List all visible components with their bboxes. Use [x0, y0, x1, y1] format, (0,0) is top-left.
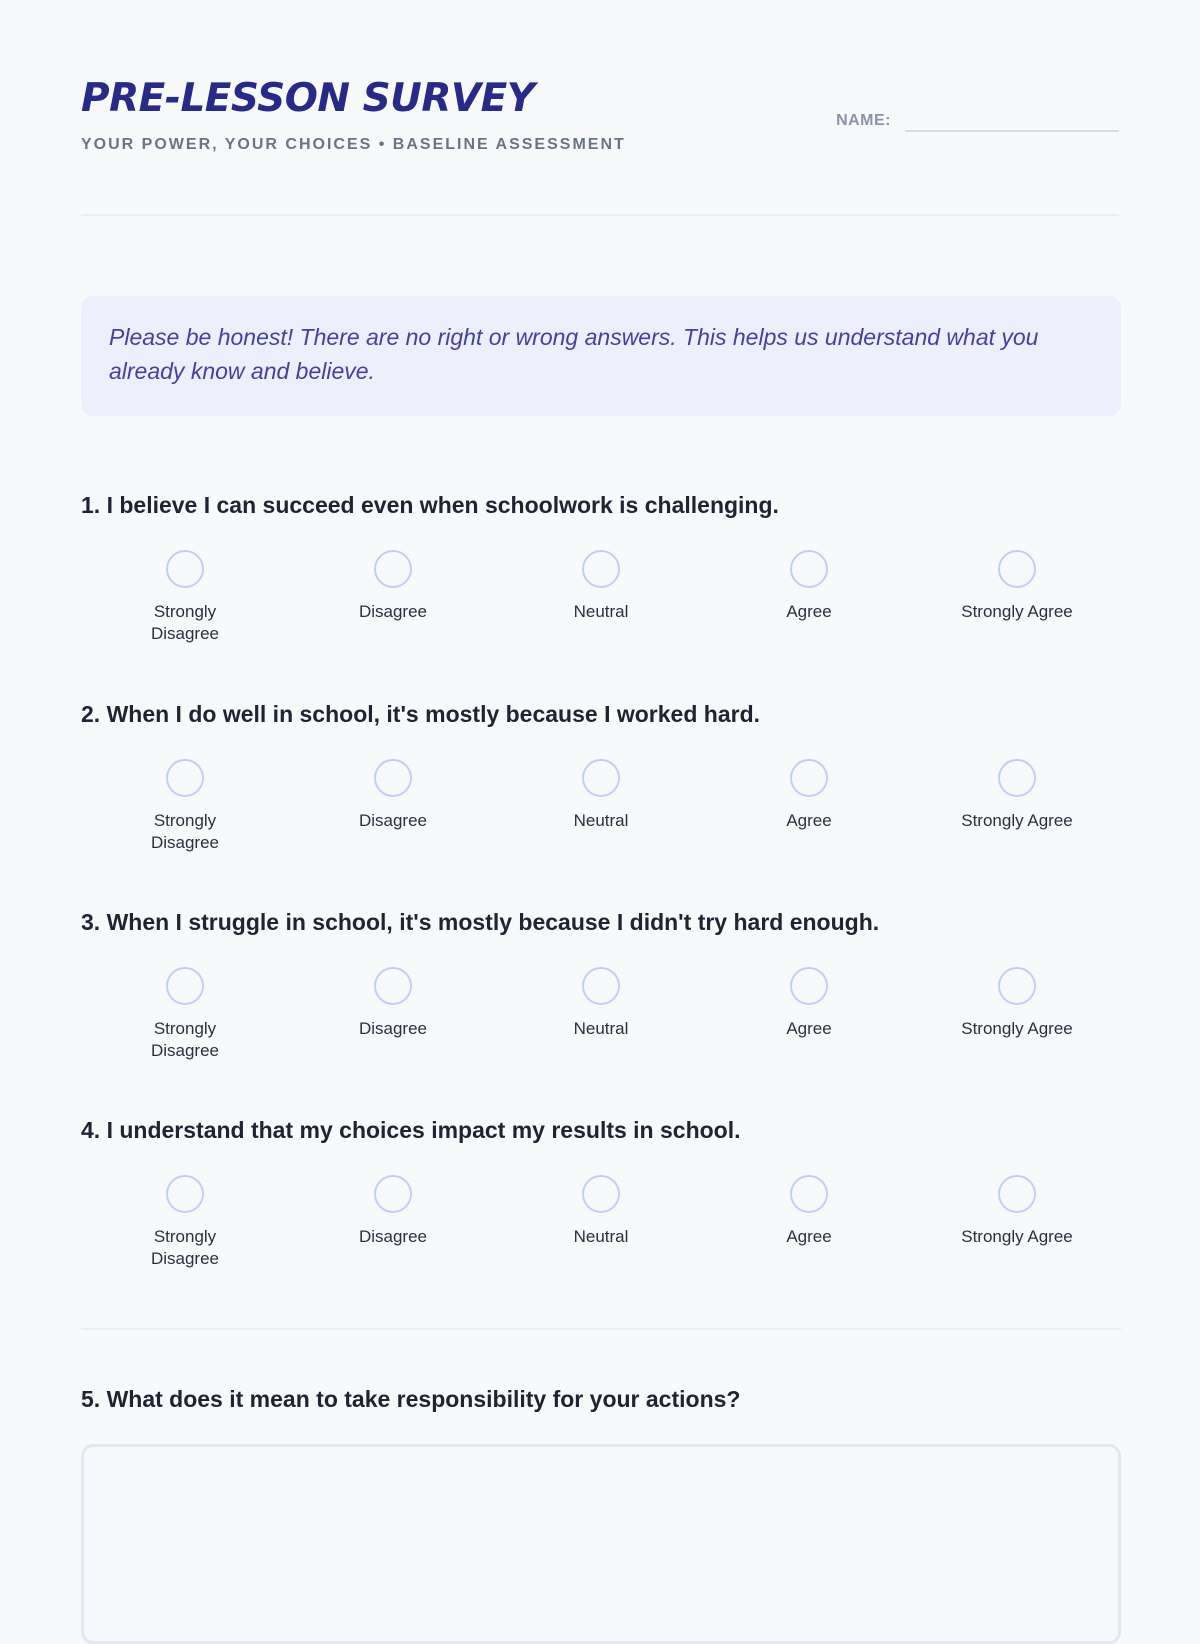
option-label: Disagree	[358, 1019, 428, 1038]
radio-button[interactable]	[582, 967, 620, 1005]
option-label: Strongly Disagree	[150, 811, 220, 852]
option-disagree[interactable]	[289, 759, 497, 854]
question-2	[81, 699, 1121, 854]
radio-button[interactable]	[790, 550, 828, 588]
question-4	[81, 1115, 1121, 1270]
radio-button[interactable]	[998, 967, 1036, 1005]
likert-scale	[81, 1175, 1121, 1270]
option-agree[interactable]	[705, 759, 913, 854]
survey-header	[81, 0, 1119, 216]
radio-button[interactable]	[998, 550, 1036, 588]
radio-button[interactable]	[582, 1175, 620, 1213]
option-label: Strongly Disagree	[150, 1019, 220, 1060]
option-label: Agree	[786, 811, 832, 830]
option-label: Agree	[786, 1227, 832, 1246]
radio-button[interactable]	[998, 759, 1036, 797]
radio-button[interactable]	[166, 967, 204, 1005]
option-label: Strongly Disagree	[150, 602, 220, 643]
option-neutral[interactable]	[497, 759, 705, 854]
radio-button[interactable]	[790, 1175, 828, 1213]
name-input[interactable]	[905, 108, 1119, 132]
option-strongly-disagree[interactable]	[81, 1175, 289, 1270]
question-text: 1. I believe I can succeed even when schoolwork is challenging.	[81, 492, 779, 518]
option-label: Strongly Agree	[961, 1227, 1073, 1246]
option-label: Agree	[786, 1019, 832, 1038]
option-disagree[interactable]	[289, 967, 497, 1062]
option-label: Neutral	[573, 1019, 629, 1038]
option-label: Neutral	[573, 811, 629, 830]
question-text: 4. I understand that my choices impact my results in school.	[81, 1117, 741, 1143]
option-label: Strongly Agree	[961, 602, 1073, 621]
radio-button[interactable]	[582, 550, 620, 588]
open-answer-textarea[interactable]	[81, 1444, 1121, 1644]
option-label: Strongly Agree	[961, 1019, 1073, 1038]
radio-button[interactable]	[166, 550, 204, 588]
option-strongly-disagree[interactable]	[81, 550, 289, 645]
option-disagree[interactable]	[289, 1175, 497, 1270]
option-label: Disagree	[358, 602, 428, 621]
radio-button[interactable]	[374, 550, 412, 588]
option-strongly-disagree[interactable]	[81, 967, 289, 1062]
page-subtitle: YOUR POWER, YOUR CHOICES • BASELINE ASSESSMENT	[81, 136, 626, 153]
option-strongly-agree[interactable]	[913, 550, 1121, 645]
name-label: NAME:	[836, 112, 891, 129]
radio-button[interactable]	[582, 759, 620, 797]
radio-button[interactable]	[374, 759, 412, 797]
likert-scale	[81, 967, 1121, 1062]
question-3	[81, 907, 1121, 1062]
option-label: Strongly Agree	[961, 811, 1073, 830]
radio-button[interactable]	[166, 759, 204, 797]
radio-button[interactable]	[998, 1175, 1036, 1213]
option-strongly-agree[interactable]	[913, 759, 1121, 854]
option-label: Neutral	[573, 602, 629, 621]
name-field-group	[836, 108, 1119, 132]
option-strongly-disagree[interactable]	[81, 759, 289, 854]
option-label: Agree	[786, 602, 832, 621]
option-label: Disagree	[358, 811, 428, 830]
option-label: Neutral	[573, 1227, 629, 1246]
option-neutral[interactable]	[497, 967, 705, 1062]
question-text: 3. When I struggle in school, it's mostly because I didn't try hard enough.	[81, 909, 880, 935]
option-agree[interactable]	[705, 967, 913, 1062]
question-1	[81, 490, 1121, 645]
likert-scale	[81, 759, 1121, 854]
likert-scale	[81, 550, 1121, 645]
open-question-text: 5. What does it mean to take responsibility for your actions?	[81, 1386, 741, 1412]
radio-button[interactable]	[166, 1175, 204, 1213]
option-strongly-agree[interactable]	[913, 967, 1121, 1062]
option-label: Strongly Disagree	[150, 1227, 220, 1268]
option-neutral[interactable]	[497, 1175, 705, 1270]
option-agree[interactable]	[705, 550, 913, 645]
option-label: Disagree	[358, 1227, 428, 1246]
option-neutral[interactable]	[497, 550, 705, 645]
option-agree[interactable]	[705, 1175, 913, 1270]
radio-button[interactable]	[790, 759, 828, 797]
section-divider	[81, 1328, 1121, 1330]
honesty-notice: Please be honest! There are no right or wrong answers. This helps us understand what you already know and believe.	[81, 296, 1121, 416]
question-text: 2. When I do well in school, it's mostly because I worked hard.	[81, 701, 761, 727]
radio-button[interactable]	[374, 967, 412, 1005]
page-title: PRE-LESSON SURVEY	[81, 76, 535, 121]
radio-button[interactable]	[374, 1175, 412, 1213]
option-strongly-agree[interactable]	[913, 1175, 1121, 1270]
option-disagree[interactable]	[289, 550, 497, 645]
radio-button[interactable]	[790, 967, 828, 1005]
